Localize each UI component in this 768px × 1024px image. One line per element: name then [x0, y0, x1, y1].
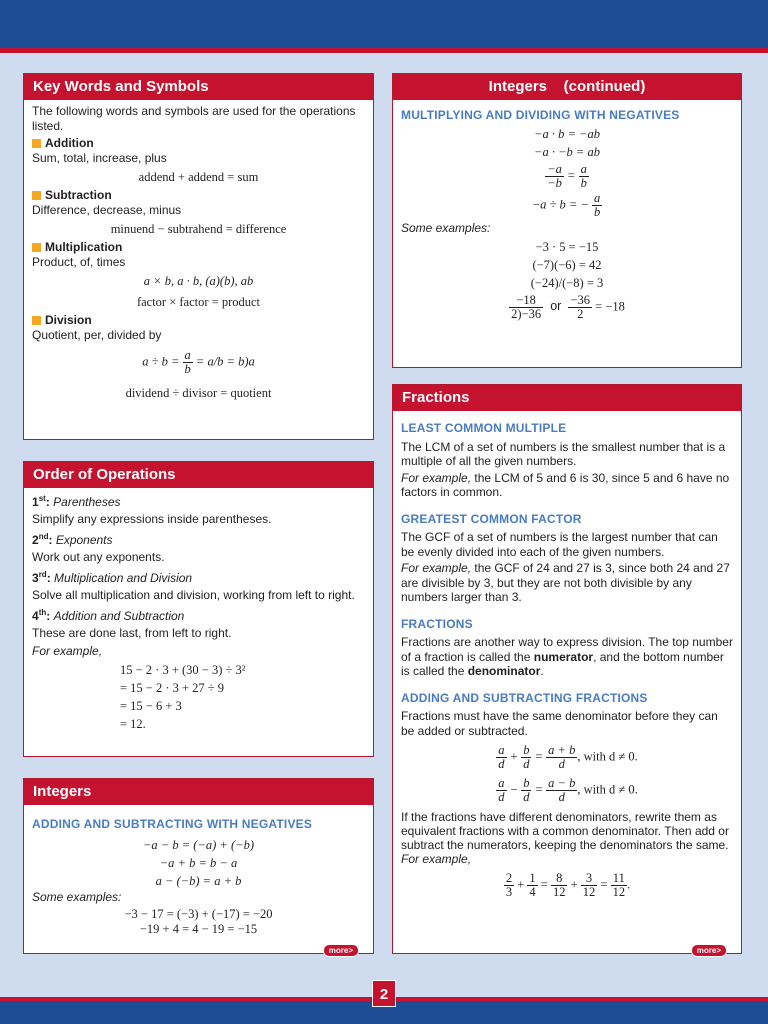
integers-rule: a − (−b) = a + b	[155, 874, 242, 888]
addition-heading: Addition	[32, 136, 365, 151]
square-bullet-icon	[32, 139, 41, 148]
mult-example: −3 · 5 = −15	[535, 240, 599, 254]
step-2-heading: 2nd: Exponents	[32, 532, 113, 547]
more-button[interactable]: more>	[323, 944, 359, 957]
key-words-intro: The following words and symbols are used for the operations listed.	[32, 104, 356, 133]
add-sub-fractions-text: Fractions must have the same denominator before they can be added or subtracted.	[401, 709, 718, 738]
subtraction-words: Difference, decrease, minus	[32, 203, 182, 217]
square-bullet-icon	[32, 316, 41, 325]
add-sub-fractions-heading: ADDING AND SUBTRACTING FRACTIONS	[401, 690, 648, 705]
mult-example: (−7)(−6) = 42	[532, 258, 602, 272]
mult-rule: −a · −b = ab	[534, 145, 600, 159]
integers-example: −3 − 17 = (−3) + (−17) = −20	[124, 907, 273, 921]
integers-title: Integers	[24, 779, 373, 805]
more-button[interactable]: more>	[691, 944, 727, 957]
add-sub-fractions-text-2: If the fractions have different denominators, rewrite them as equivalent fractions with a common denominator. Then add or subtract the numerators, keeping the denominators the same. For example,	[401, 810, 729, 866]
lcm-text: The LCM of a set of numbers is the smallest number that is a multiple of all the given numbers.	[401, 439, 726, 468]
integers-example: −19 + 4 = 4 − 19 = −15	[139, 922, 258, 936]
order-example-line: = 15 − 2 · 3 + 27 ÷ 9	[120, 680, 225, 695]
subtraction-formula: minuend − subtrahend = difference	[110, 222, 287, 236]
multiplication-words: Product, of, times	[32, 255, 126, 269]
addition-words: Sum, total, increase, plus	[32, 151, 167, 165]
order-example	[32, 661, 365, 733]
fraction-add-rule: $\frac{a}{d}$ + $\frac{b}{d}$ = $\frac{a + b}{d}$ , with d ≠ 0.	[498, 743, 638, 771]
subtraction-heading: Subtraction	[32, 188, 365, 203]
integers-section-heading: ADDING AND SUBTRACTING WITH NEGATIVES	[32, 817, 313, 831]
order-of-operations-title: Order of Operations	[24, 462, 373, 488]
division-formula-2: dividend ÷ divisor = quotient	[125, 386, 272, 400]
step-1-desc: Simplify any expressions inside parentheses.	[32, 511, 272, 526]
fractions-panel	[392, 384, 742, 954]
fraction-add-example: $\frac{2}{3}$ + $\frac{1}{4}$ = $\frac{8}{12}$ + $\frac{3}{12}$ = $\frac{11}{12}$ .	[505, 871, 631, 899]
order-example-line: 15 − 2 · 3 + (30 − 3) ÷ 3²	[120, 662, 246, 677]
order-example-lead: For example,	[32, 644, 103, 658]
key-words-title: Key Words and Symbols	[24, 74, 373, 100]
multiplication-formula-1: a × b, a · b, (a)(b), ab	[143, 274, 254, 288]
multiplication-formula-2: factor × factor = product	[136, 295, 261, 309]
top-rule	[0, 48, 768, 53]
gcf-example: For example, the GCF of 24 and 27 is 3, since both 24 and 27 are divisible by 3, but they are not both divisible by any numbers larger than 3.	[401, 561, 730, 604]
square-bullet-icon	[32, 243, 41, 252]
gcf-text: The GCF of a set of numbers is the largest number that can be evenly divided into each of the given numbers.	[401, 530, 718, 559]
lcm-heading: LEAST COMMON MULTIPLE	[401, 421, 567, 435]
division-words: Quotient, per, divided by	[32, 328, 162, 342]
division-formula: a ÷ b = $\frac{a}{b}$ = a/b = b)a	[142, 348, 255, 376]
integers-examples-lead: Some examples:	[32, 890, 122, 904]
order-example-line: = 15 − 6 + 3	[120, 698, 182, 713]
square-bullet-icon	[32, 191, 41, 200]
integers-continued-panel	[392, 73, 742, 368]
step-2-desc: Work out any exponents.	[32, 549, 165, 564]
mult-rule: −a · b = −ab	[534, 127, 600, 141]
mult-example-fraction: $\frac{-18}{2)-36}$ or $\frac{-36}{2}$ = −18	[511, 293, 625, 321]
integers-mult-section-heading: MULTIPLYING AND DIVIDING WITH NEGATIVES	[401, 108, 680, 122]
fractions-text: Fractions are another way to express division. The top number of a fraction is called the numerator, and the bottom number is called the denominator.	[401, 635, 733, 678]
step-4-heading: 4th: Addition and Subtraction	[32, 608, 185, 623]
fraction-sub-rule: $\frac{a}{d}$ − $\frac{b}{d}$ = $\frac{a - b}{d}$ , with d ≠ 0.	[498, 776, 638, 804]
neg-division-rule: −a ÷ b = − $\frac{a}{b}$	[531, 191, 601, 219]
order-example-line: = 12.	[120, 716, 146, 731]
page-number: 2	[372, 980, 396, 1007]
step-3-desc: Solve all multiplication and division, working from left to right.	[32, 587, 355, 602]
lcm-example: For example, the LCM of 5 and 6 is 30, since 5 and 6 have no factors in common.	[401, 470, 730, 499]
fractions-title: Fractions	[393, 385, 741, 411]
mult-example: (−24)/(−8) = 3	[530, 276, 604, 290]
integers-rule: −a + b = b − a	[159, 856, 238, 870]
mult-examples-lead: Some examples:	[401, 221, 491, 235]
top-banner	[0, 0, 768, 48]
division-heading: Division	[32, 313, 365, 328]
addition-formula: addend + addend = sum	[138, 170, 259, 184]
neg-fraction-rule: $\frac{-a}{-b}$ = $\frac{a}{b}$	[547, 162, 587, 190]
step-3-heading: 3rd: Multiplication and Division	[32, 570, 193, 585]
order-of-operations-panel	[23, 461, 374, 757]
gcf-heading: GREATEST COMMON FACTOR	[401, 511, 582, 526]
integers-continued-title: Integers (continued)	[393, 74, 741, 100]
step-1-heading: 1st: Parentheses	[32, 494, 121, 509]
multiplication-heading: Multiplication	[32, 240, 365, 255]
step-4-desc: These are done last, from left to right.	[32, 625, 232, 640]
integers-rule: −a − b = (−a) + (−b)	[142, 838, 254, 852]
key-words-panel	[23, 73, 374, 440]
fractions-heading: FRACTIONS	[401, 616, 473, 631]
integers-panel	[23, 778, 374, 954]
